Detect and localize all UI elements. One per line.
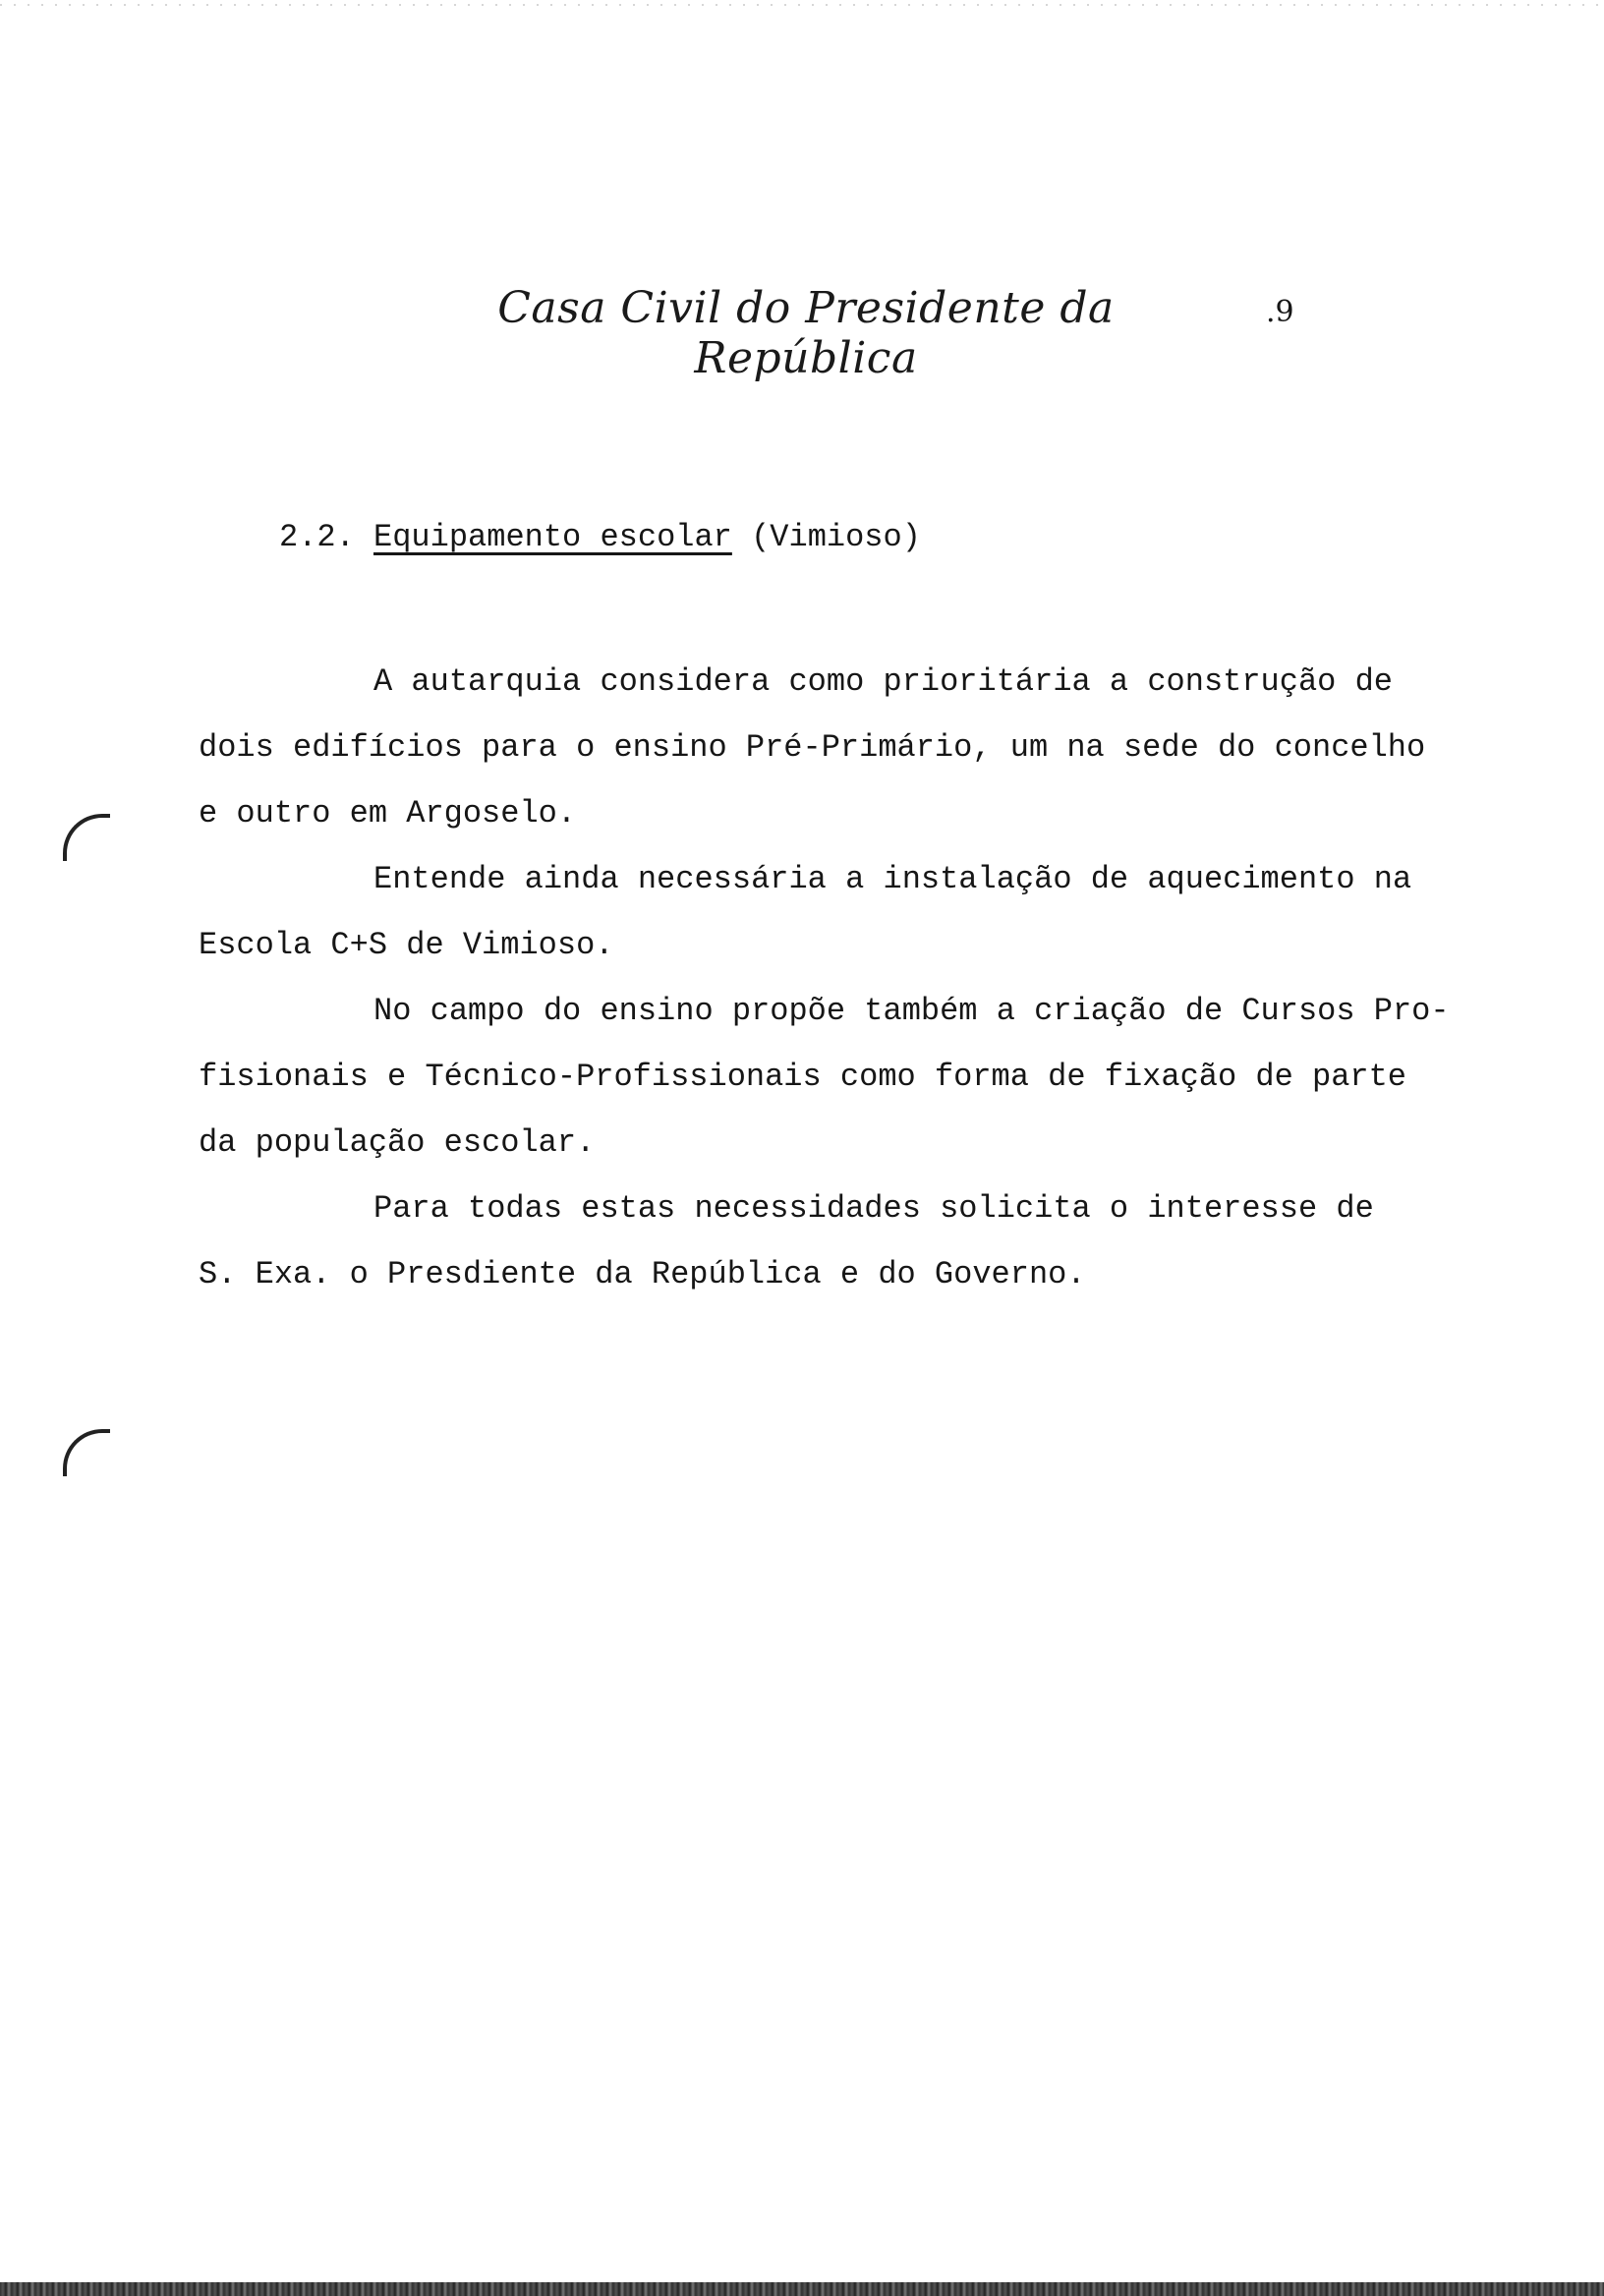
punch-hole-mark-icon — [63, 1429, 110, 1476]
body-line: da população escolar. — [199, 1124, 596, 1161]
scan-noise-top — [0, 4, 1604, 6]
body-line: Para todas estas necessidades solicita o interesse de — [373, 1190, 1374, 1227]
body-line: S. Exa. o Presdiente da República e do Governo. — [199, 1256, 1086, 1292]
section-number: 2.2. — [279, 519, 355, 555]
section-location: (Vimioso) — [751, 519, 921, 555]
body-text — [199, 649, 1516, 1307]
body-line: dois edifícios para o ensino Pré-Primário, um na sede do concelho — [199, 729, 1426, 766]
page-number: .9 — [1266, 295, 1294, 329]
body-line: A autarquia considera como prioritária a construção de — [373, 663, 1393, 700]
body-line: fisionais e Técnico-Profissionais como forma de fixação de parte — [199, 1059, 1406, 1095]
body-line: Escola C+S de Vimioso. — [199, 927, 614, 963]
body-line: No campo do ensino propõe também a criação de Cursos Pro- — [373, 993, 1450, 1029]
scan-edge-bottom — [0, 2282, 1604, 2296]
letterhead-title: Casa Civil do Presidente da República — [497, 283, 1115, 383]
body-line: e outro em Argoselo. — [199, 795, 577, 832]
body-line: Entende ainda necessária a instalação de aquecimento na — [373, 861, 1412, 897]
section-title: Equipamento escolar — [373, 519, 732, 555]
section-heading — [279, 519, 921, 555]
punch-hole-mark-icon — [63, 814, 110, 861]
